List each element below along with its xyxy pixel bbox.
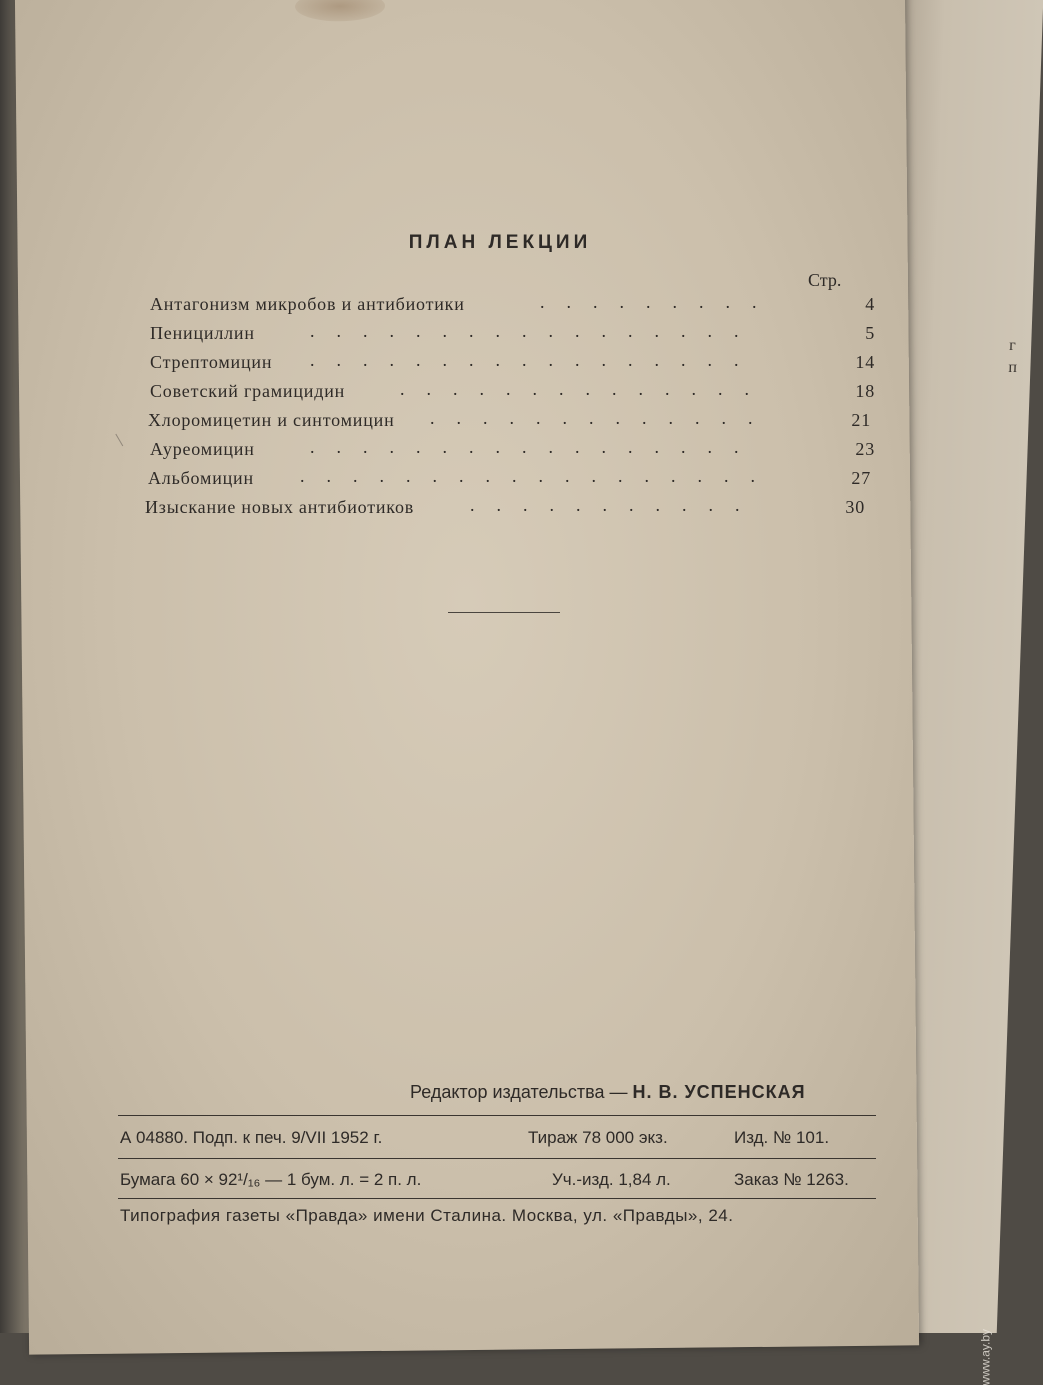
imprint-line-3 (120, 1206, 876, 1228)
toc-entry-label: Стрептомицин (150, 352, 273, 372)
toc-entry-page: 23 (855, 439, 875, 459)
toc-entry-label: Изыскание новых антибиотиков (145, 497, 415, 517)
page-title: ПЛАН ЛЕКЦИИ (408, 232, 592, 253)
toc-entry-page: 5 (865, 323, 875, 343)
toc-entry-page: 21 (851, 410, 871, 430)
toc-row (148, 466, 871, 494)
toc-leader-dots: ................. (310, 321, 761, 341)
imprint-rule-top (118, 1115, 876, 1116)
toc-leader-dots: ........... (470, 495, 762, 515)
toc-row (145, 497, 865, 523)
toc-row (150, 437, 875, 465)
toc-entry-page: 30 (845, 497, 865, 517)
toc-entry-page: 4 (865, 294, 875, 314)
toc-row (150, 379, 875, 407)
paper-stain (295, 0, 385, 22)
toc-entry-page: 14 (855, 352, 875, 372)
toc-entry-page: 18 (855, 381, 875, 401)
toc-leader-dots: ............. (430, 408, 775, 428)
document-page (15, 0, 919, 1355)
editor-prefix: Редактор издательства — (410, 1082, 628, 1102)
toc-entry-page: 27 (851, 468, 871, 488)
imprint-order: Заказ № 1263. (734, 1170, 849, 1189)
editor-credit (410, 1082, 806, 1103)
adjacent-page-text: г п (1008, 337, 1018, 376)
toc-row (150, 321, 875, 349)
imprint-printer: Типография газеты «Правда» имени Сталина. Москва, ул. «Правды», 24. (120, 1206, 734, 1225)
imprint-edition: Изд. № 101. (734, 1128, 830, 1147)
toc-row (150, 350, 875, 378)
toc-entry-label: Пенициллин (150, 323, 255, 343)
toc-entry-label: Антагонизм микробов и антибиотики (150, 294, 465, 314)
site-watermark: www.ay.by (978, 1329, 992, 1385)
imprint-run: Тираж 78 000 экз. (528, 1128, 668, 1147)
imprint-line-2 (120, 1170, 876, 1192)
toc-leader-dots: .............. (400, 379, 771, 399)
toc-entry-label: Советский грамицидин (150, 381, 346, 401)
editor-name: Н. В. УСПЕНСКАЯ (632, 1082, 806, 1102)
page-column-label: Стр. (808, 270, 842, 290)
section-divider (448, 612, 560, 613)
toc-row (148, 408, 871, 436)
imprint-sheets: Уч.-изд. 1,84 л. (552, 1170, 671, 1189)
toc-row (150, 292, 875, 320)
toc-leader-dots: ................. (310, 437, 761, 457)
imprint-code: А 04880. Подп. к печ. 9/VII 1952 г. (120, 1128, 383, 1147)
imprint-paper: Бумага 60 × 92¹/₁₆ — 1 бум. л. = 2 п. л. (120, 1170, 422, 1189)
imprint-line-1 (120, 1128, 876, 1150)
toc-entry-label: Альбомицин (148, 468, 254, 488)
imprint-rule-middle (118, 1158, 876, 1159)
toc-entry-label: Ауреомицин (150, 439, 255, 459)
toc-leader-dots: .................. (300, 466, 777, 486)
imprint-rule-bottom (118, 1198, 876, 1199)
toc-leader-dots: ......... (540, 292, 779, 312)
toc-leader-dots: ................. (310, 350, 761, 370)
toc-entry-label: Хлоромицетин и синтомицин (148, 410, 395, 430)
